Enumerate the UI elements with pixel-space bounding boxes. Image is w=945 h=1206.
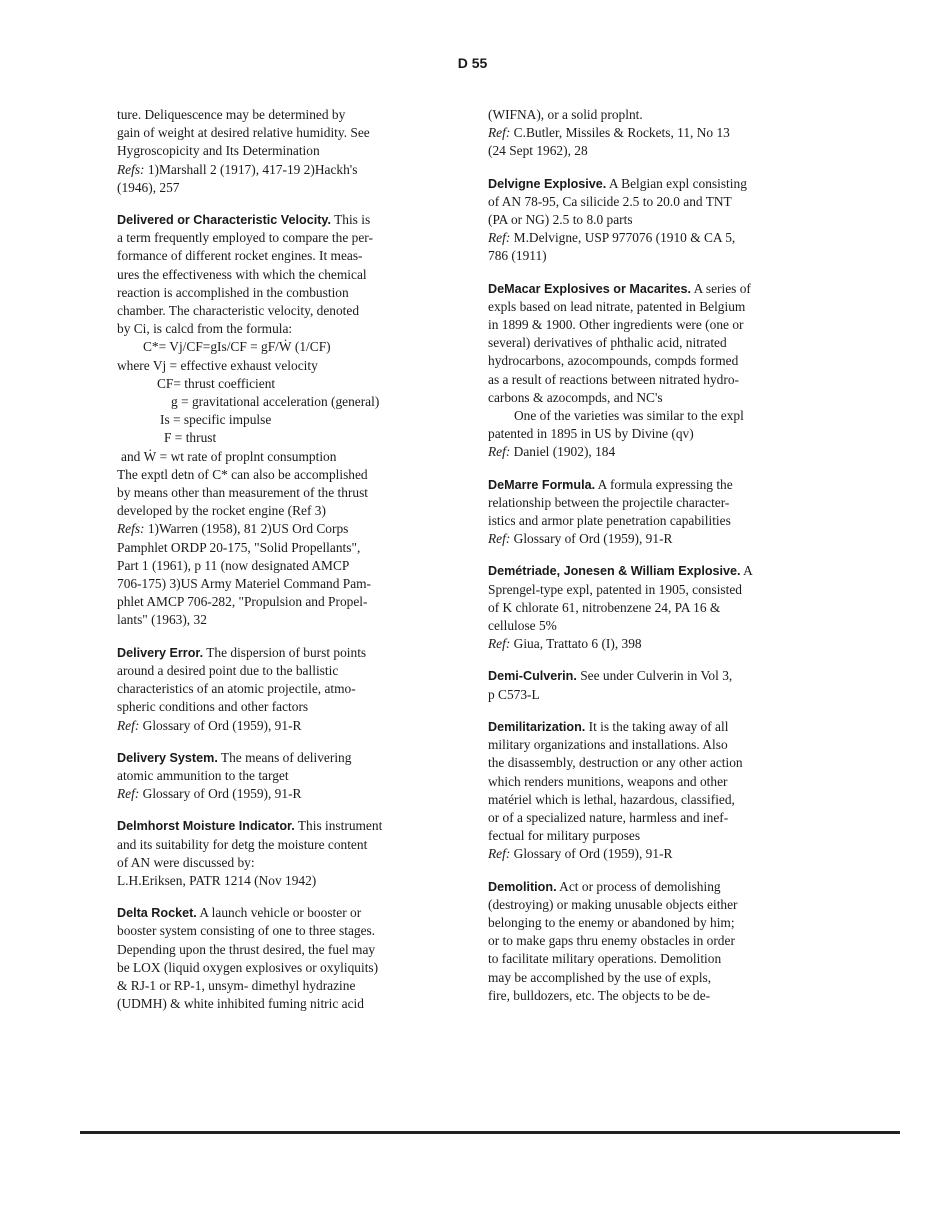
text-line: as a result of reactions between nitrated hydro- [488, 371, 739, 387]
text-line: 706-175) 3)US Army Materiel Command Pam- [117, 576, 372, 592]
text-line: (UDMH) & white inhibited fuming nitric acid [117, 996, 364, 1012]
text-line: F = thrust [164, 430, 217, 446]
reference-text: 1)Marshall 2 (1917), 417-19 2)Hackh's [144, 161, 358, 177]
text-line: Sprengel-type expl, patented in 1905, consisted [488, 581, 742, 597]
text-line: lants" (1963), 32 [117, 612, 207, 628]
reference-text: Glossary of Ord (1959), 91-R [510, 846, 673, 862]
entry-delta-rocket [117, 904, 457, 922]
reference-line [488, 124, 828, 142]
footer-rule [80, 1131, 900, 1134]
text-line: relationship between the projectile character- [488, 494, 730, 510]
reference-line [117, 520, 457, 538]
entry-headword: Demétriade, Jonesen & William Explosive. [488, 564, 741, 579]
text-line: gain of weight at desired relative humidity. See [117, 125, 370, 141]
entry-demetriade-explosive [488, 562, 828, 580]
text-line: of AN 78-95, Ca silicide 2.5 to 20.0 and TNT [488, 193, 732, 209]
text-line: a term frequently employed to compare the per- [117, 230, 373, 246]
text-line: spheric conditions and other factors [117, 699, 309, 715]
entry-headword: Demi-Culverin. [488, 669, 577, 684]
reference-text: 1)Warren (1958), 81 2)US Ord Corps [144, 521, 349, 537]
right-column [488, 106, 828, 1005]
reference-text: Giua, Trattato 6 (I), 398 [510, 636, 642, 652]
entry-headword: Delmhorst Moisture Indicator. [117, 819, 295, 834]
text-line: fire, bulldozers, etc. The objects to be de- [488, 987, 711, 1003]
text-line: of K chlorate 61, nitrobenzene 24, PA 16 & [488, 599, 721, 615]
text-line: ture. Deliquescence may be determined by [117, 107, 346, 122]
text-line: or of a specialized nature, harmless and inef- [488, 809, 729, 825]
reference-line [117, 717, 457, 735]
entry-text: A launch vehicle or booster or [196, 905, 362, 921]
text-line: istics and armor plate penetration capabilities [488, 513, 731, 529]
entry-text: The dispersion of burst points [203, 644, 367, 660]
text-line: military organizations and installations. Also [488, 737, 728, 753]
entry-delivery-error [117, 644, 457, 662]
entry-headword: Delivered or Characteristic Velocity. [117, 213, 331, 228]
ref-label: Ref: [488, 125, 511, 141]
entry-text: A series of [691, 280, 751, 296]
ref-label: Ref: [488, 230, 511, 246]
text-line: by means other than measurement of the thrust [117, 485, 369, 501]
refs-label: Refs: [117, 521, 145, 537]
entry-delivered-velocity [117, 211, 457, 229]
text-line: ures the effectiveness with which the chemical [117, 266, 367, 282]
text-line: CF= thrust coefficient [157, 375, 276, 391]
text-line: by Ci, is calcd from the formula: [117, 321, 293, 337]
text-line: atomic ammunition to the target [117, 767, 289, 783]
entry-text: A formula expressing the [595, 476, 733, 492]
text-line: matériel which is lethal, hazardous, classified, [488, 791, 735, 807]
entry-text: Act or process of demolishing [556, 878, 721, 894]
entry-text: This is [330, 212, 371, 228]
text-line: be LOX (liquid oxygen explosives or oxyliquits) [117, 959, 379, 975]
text-line: (PA or NG) 2.5 to 8.0 parts [488, 212, 633, 228]
reference-line [488, 443, 828, 461]
entry-delvigne-explosive [488, 175, 828, 193]
entry-headword: Demolition. [488, 879, 557, 894]
ref-label: Ref: [488, 846, 511, 862]
text-line: in 1899 & 1900. Other ingredients were (one or [488, 317, 744, 333]
text-line: Pamphlet ORDP 20-175, "Solid Propellants", [117, 539, 361, 555]
text-line: & RJ-1 or RP-1, unsym- dimethyl hydrazine [117, 977, 356, 993]
reference-line [488, 229, 828, 247]
reference-text: Glossary of Ord (1959), 91-R [139, 786, 302, 802]
ref-label: Ref: [117, 786, 140, 802]
entry-text: This instrument [294, 818, 383, 834]
reference-line [488, 845, 828, 863]
text-line: chamber. The characteristic velocity, denoted [117, 303, 360, 319]
text-line: booster system consisting of one to three stages. [117, 923, 376, 939]
text-line: (destroying) or making unusable objects either [488, 896, 738, 912]
text-line: patented in 1895 in US by Divine (qv) [488, 426, 694, 442]
text-line: (WIFNA), or a solid proplnt. [488, 107, 643, 122]
entry-text: The means of delivering [217, 749, 352, 765]
text-line: the disassembly, destruction or any other action [488, 755, 743, 771]
entry-demarre-formula [488, 476, 828, 494]
reference-line [488, 635, 828, 653]
entry-text: It is the taking away of all [585, 718, 729, 734]
text-line: carbons & azocompds, and NC's [488, 389, 663, 405]
reference-text: Glossary of Ord (1959), 91-R [139, 717, 302, 733]
text-line: Hygroscopicity and Its Determination [117, 143, 320, 159]
entry-text: A Belgian expl consisting [606, 175, 747, 191]
entry-demolition [488, 878, 828, 896]
text-line: Depending upon the thrust desired, the fuel may [117, 941, 376, 957]
text-line: belonging to the enemy or abandoned by him; [488, 914, 735, 930]
entry-delivery-system [117, 749, 457, 767]
text-line: to facilitate military operations. Demolition [488, 951, 722, 967]
entry-demilitarization [488, 718, 828, 736]
text-line: several) derivatives of phthalic acid, nitrated [488, 335, 727, 351]
text-line: Is = specific impulse [160, 412, 272, 428]
reference-line [488, 530, 828, 548]
reference-line [117, 785, 457, 803]
text-line: phlet AMCP 706-282, "Propulsion and Propel- [117, 594, 368, 610]
entry-delmhorst-indicator [117, 817, 457, 835]
entry-demi-culverin [488, 667, 828, 685]
text-line: and its suitability for detg the moisture content [117, 836, 368, 852]
reference-text: M.Delvigne, USP 977076 (1910 & CA 5, [510, 230, 736, 246]
entry-headword: Delvigne Explosive. [488, 176, 607, 191]
reference-text: C.Butler, Missiles & Rockets, 11, No 13 [510, 125, 730, 141]
text-line: of AN were discussed by: [117, 854, 255, 870]
text-line: may be accomplished by the use of expls, [488, 969, 712, 985]
text-line: hydrocarbons, azocompounds, compds formed [488, 353, 739, 369]
ref-label: Ref: [488, 636, 511, 652]
reference-text: Glossary of Ord (1959), 91-R [510, 531, 673, 547]
text-line: expls based on lead nitrate, patented in Belgium [488, 298, 746, 314]
reference-text: Daniel (1902), 184 [510, 444, 616, 460]
text-line: (24 Sept 1962), 28 [488, 143, 588, 159]
reference-line [117, 161, 457, 179]
text-line: One of the varieties was similar to the expl [514, 408, 744, 424]
text-line: cellulose 5% [488, 618, 557, 634]
entry-headword: Delivery System. [117, 750, 218, 765]
entry-text: See under Culverin in Vol 3, [576, 668, 733, 684]
text-line: The exptl detn of C* can also be accomplished [117, 466, 368, 482]
entry-text: A [740, 563, 753, 579]
text-line: Part 1 (1961), p 11 (now designated AMCP [117, 557, 350, 573]
text-line: and Ẇ = wt rate of proplnt consumption [121, 448, 337, 464]
formula: C*= Vj/CF=gIs/CF = gF/Ẇ (1/CF) [143, 339, 331, 355]
text-line: g = gravitational acceleration (general) [171, 394, 380, 410]
text-line: (1946), 257 [117, 179, 180, 195]
ref-label: Ref: [117, 717, 140, 733]
entry-headword: Delivery Error. [117, 645, 204, 660]
text-line: characteristics of an atomic projectile, atmo- [117, 681, 356, 697]
refs-label: Refs: [117, 161, 145, 177]
text-line: fectual for military purposes [488, 828, 641, 844]
text-line: where Vj = effective exhaust velocity [117, 357, 318, 373]
text-line: developed by the rocket engine (Ref 3) [117, 503, 326, 519]
text-line: 786 (1911) [488, 248, 547, 264]
text-line: or to make gaps thru enemy obstacles in order [488, 933, 735, 949]
ref-label: Ref: [488, 531, 511, 547]
text-line: formance of different rocket engines. It meas- [117, 248, 363, 264]
entry-headword: DeMarre Formula. [488, 477, 596, 492]
text-line: L.H.Eriksen, PATR 1214 (Nov 1942) [117, 872, 317, 888]
left-column [117, 106, 457, 1013]
text-line: around a desired point due to the ballistic [117, 662, 339, 678]
entry-headword: Demilitarization. [488, 719, 586, 734]
page-number: D 55 [457, 55, 488, 71]
ref-label: Ref: [488, 444, 511, 460]
entry-demacar-explosives [488, 280, 828, 298]
entry-headword: DeMacar Explosives or Macarites. [488, 281, 692, 296]
text-line: reaction is accomplished in the combustion [117, 284, 349, 300]
entry-headword: Delta Rocket. [117, 906, 197, 921]
text-line: p C573-L [488, 686, 540, 702]
text-line: which renders munitions, weapons and other [488, 773, 728, 789]
